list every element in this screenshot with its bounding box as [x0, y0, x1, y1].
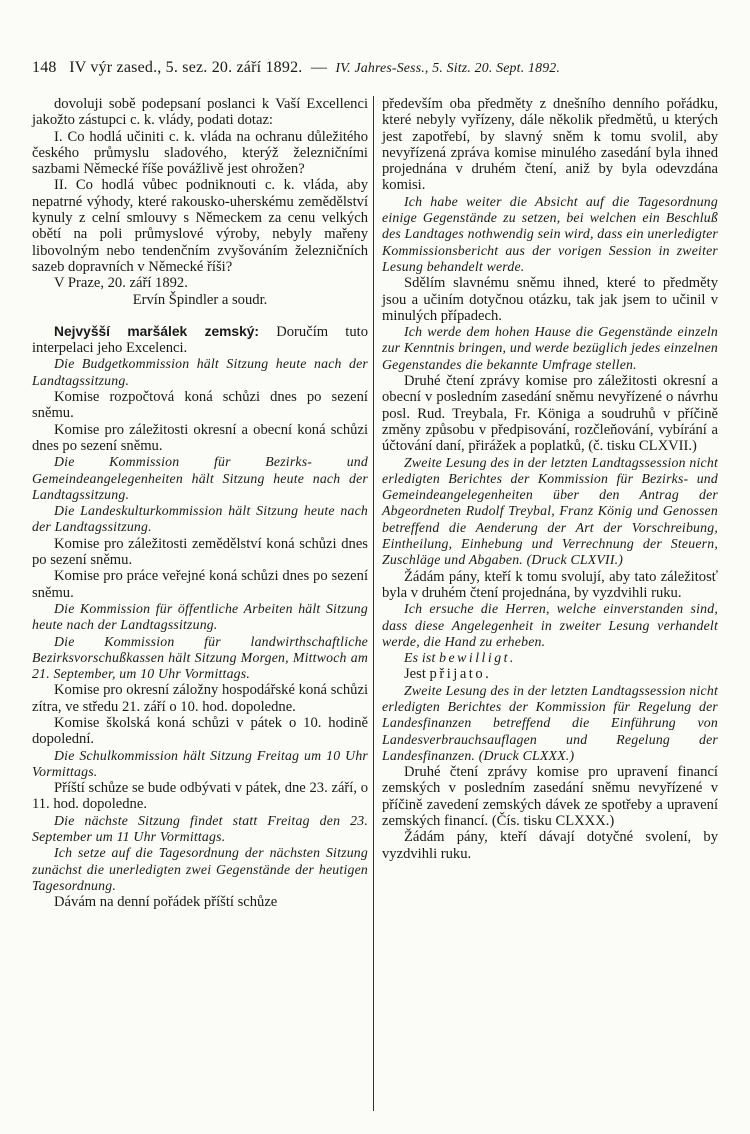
paragraph: Komise pro práce veřejné koná schůzi dnes po sezení sněmu. — [32, 568, 368, 601]
paragraph: Komise pro okresní záložny hospodářské koná schůzi zítra, ve středu 21. září o 10. hod. dopoledne. — [32, 682, 368, 715]
paragraph: Die nächste Sitzung findet statt Freitag den 23. September um 11 Uhr Vormittags. — [32, 812, 368, 845]
header-german: IV. Jahres-Sess., 5. Sitz. 20. Sept. 1892. — [335, 60, 561, 75]
page-header — [32, 58, 718, 78]
signature-line: Ervín Špindler a soudr. — [132, 291, 268, 308]
header-dash: — — [310, 59, 328, 76]
paragraph: Die Kommission für öffentliche Arbeiten hält Sitzung heute nach der Landtagssitzung. — [32, 600, 368, 633]
paragraph: především oba předměty z dnešního denního pořádku, které nebyly vyřízeny, dále několik předmětů, u kterých jest zapotřebí, by slavný sněm k tomu svolil, aby nevyřízená zpráva komise minulého zasedání byla ihned projednána v druhém čtení, aniž by byla odevzdána komisi. — [382, 96, 718, 194]
text-run: Jest — [404, 666, 430, 683]
text-run: Es ist — [404, 650, 440, 666]
paragraph: V Praze, 20. září 1892. — [54, 275, 188, 292]
left-column — [32, 96, 368, 911]
column-divider — [373, 96, 374, 1111]
paragraph: II. Co hodlá vůbec podniknouti c. k. vláda, aby nepatrné výhody, které rakousko-uherskému zemědělství kynuly z celní smlouvy s Německem za cenu velkých obětí na poli průmyslové výroby, nebyly mařeny libovolným nebo tendenčním zvyšováním železničních sazeb dopravních v Německé říši? — [32, 177, 368, 275]
paragraph: Komise pro záležitosti zemědělství koná schůzi dnes po sezení sněmu. — [32, 535, 368, 569]
speaker-text: Doručím tuto interpelaci jeho Excelenci. — [32, 323, 368, 357]
paragraph: Die Budgetkommission hält Sitzung heute nach der Landtagssitzung. — [32, 356, 368, 388]
page-number: 148 — [32, 59, 57, 76]
paragraph: Die Kommission für landwirthschaftliche Bezirksvorschußkassen hält Sitzung Morgen, Mittwoch am 21. September, um 10 Uhr Vormittags. — [32, 633, 368, 682]
paragraph: Ich werde dem hohen Hause die Gegenstände einzeln zur Kenntnis bringen, und werde bezüglich jedes einzelnen Gegenstandes die bekannte Umfrage stellen. — [382, 324, 718, 372]
paragraph: Sdělím slavnému sněmu ihned, které to předměty jsou a učiním dotyčnou otázku, tak jak jsem to učinil v minulých případech. — [382, 275, 718, 324]
paragraph: Komise rozpočtová koná schůzi dnes po sezení sněmu. — [32, 389, 368, 422]
header-czech: IV výr zased., 5. sez. 20. září 1892. — [69, 59, 303, 76]
spaced-text: přijato. — [429, 666, 492, 683]
paragraph: Ich ersuche die Herren, welche einverstanden sind, dass diese Angelegenheit in zweiter Lesung verhandelt werde, die Hand zu erheben. — [382, 601, 718, 649]
paragraph: Žádám pány, kteří k tomu svolují, aby tato záležitosť byla v druhém čtení projednána, by vyzdvihli ruku. — [382, 568, 718, 601]
paragraph: Ich setze auf die Tagesordnung der nächsten Sitzung zunächst die unerledigten zwei Gegenstände der heutigen Tagesordnung. — [32, 845, 368, 893]
paragraph: Ich habe weiter die Absicht auf die Tagesordnung einige Gegenstände zu setzen, bei welchen ein Beschluß des Landtages nothwendig sein wird, dass ein unerledigter Kommissionsbericht aus der vorigen Session in zweiter Lesung behandelt werde. — [382, 193, 718, 274]
paragraph: I. Co hodlá učiniti c. k. vláda na ochranu důležitého českého průmyslu sladového, kterýž železničními sazbami Německé říše povážlivě jest ohrožen? — [32, 128, 368, 178]
paragraph: Žádám pány, kteří dávají dotyčné svolení, by vyzdvihli ruku. — [382, 829, 718, 862]
speaker-paragraph — [32, 324, 368, 357]
paragraph — [382, 666, 718, 682]
paragraph: Zweite Lesung des in der letzten Landtagssession nicht erledigten Berichtes der Kommission für Regelung der Landesfinanzen betreffend die Einführung von Landesverbrauchsauflagen und Regelung der Landesfinanzen. (Druck CLXXX.) — [382, 682, 718, 763]
spaced-text: bewilligt. — [439, 650, 516, 666]
paragraph: dovoluji sobě podepsaní poslanci k Vaší Excellenci jakožto zástupci c. k. vlády, podati dotaz: — [32, 96, 368, 129]
paragraph: Druhé čtení zprávy komise pro záležitosti okresní a obecní v posledním zasedání sněmu nevyřízené o návrhu posl. Rud. Treybala, Fr. Königa a soudruhů v příčině změny způsobu v předpisování, rozčleňování, vybírání a účtování daní, přirážek a poplatků, (č. tisku CLXVII.) — [382, 373, 718, 455]
paragraph: Komise školská koná schůzi v pátek o 10. hodině dopolední. — [32, 714, 368, 748]
paragraph: Komise pro záležitosti okresní a obecní koná schůzi dnes po sezení sněmu. — [32, 421, 368, 454]
paragraph: Zweite Lesung des in der letzten Landtagssession nicht erledigten Berichtes der Kommission für Bezirks- und Gemeindeangelegenheiten über den Antrag der Abgeordneten Rudolf Treybal, Franz König und Genossen betreffend die Aenderung der Art der Vorschreibung, Eintheilung, Einhebung und Verrechnung der Steuern, Zuschläge und Abgaben. (Druck CLXVII.) — [382, 454, 718, 568]
paragraph: Druhé čtení zprávy komise pro upravení financí zemských v posledním zasedání sněmu nevyřízené v příčině zavedení zemských dávek ze spotřeby a upravení zemských financí. (Čís. tisku CLXXX.) — [382, 764, 718, 830]
right-column — [382, 96, 718, 862]
paragraph: Die Kommission für Bezirks- und Gemeindeangelegenheiten hält Sitzung heute nach der Landtagssitzung. — [32, 454, 368, 502]
paragraph: Příští schůze se bude odbývati v pátek, dne 23. září, o 11. hod. dopoledne. — [32, 780, 368, 813]
paragraph: Die Landeskulturkommission hält Sitzung heute nach der Landtagssitzung. — [32, 503, 368, 535]
speaker-name: Nejvyšší maršálek zemský: — [54, 323, 260, 339]
paragraph — [382, 650, 718, 666]
paragraph: Dávám na denní pořádek příští schůze — [54, 894, 278, 911]
paragraph: Die Schulkommission hält Sitzung Freitag um 10 Uhr Vormittags. — [32, 747, 368, 779]
